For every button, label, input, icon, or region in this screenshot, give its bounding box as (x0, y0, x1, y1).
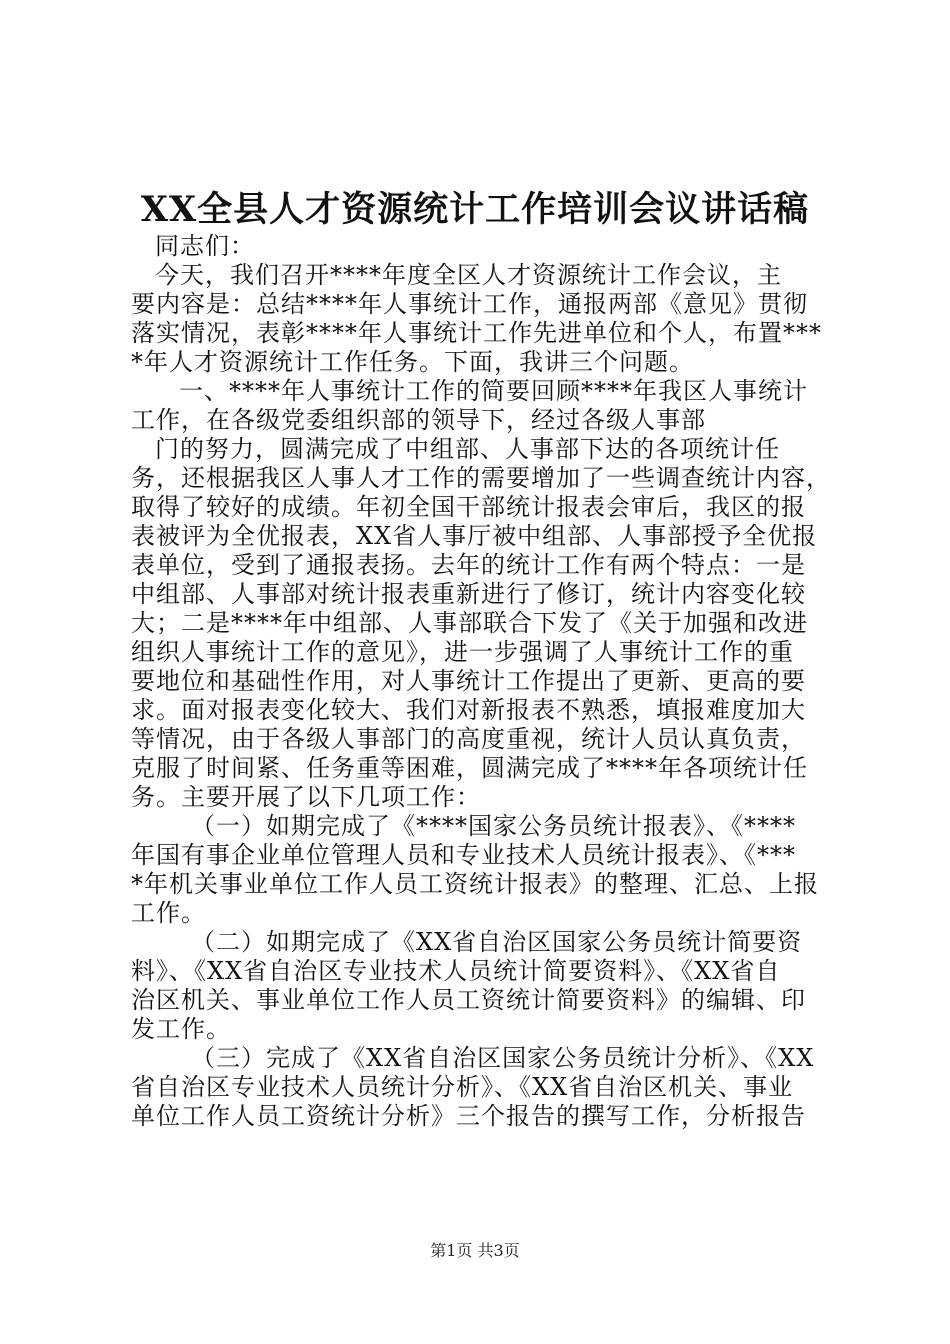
body-line: 单位工作人员工资统计分析》三个报告的撰写工作，分析报告 (131, 1102, 806, 1130)
body-line: 表被评为全优报表，XX省人事厅被中组部、人事部授予全优报 (131, 522, 818, 550)
body-line: 工作，在各级党委组织部的领导下，经过各级人事部 (131, 406, 706, 434)
body-line: 组织人事统计工作的意见》，进一步强调了人事统计工作的重 (131, 638, 794, 666)
body-line: 克服了时间紧、任务重等困难，圆满完成了****年各项统计任 (131, 754, 808, 782)
body-line: *年机关事业单位工作人员工资统计报表》的整理、汇总、上报 (131, 870, 819, 898)
body-line: 务。主要开展了以下几项工作： (131, 783, 481, 811)
body-line: 今天，我们召开****年度全区人才资源统计工作会议，主 (155, 261, 782, 289)
body-line: 料》、《XX省自治区专业技术人员统计简要资料》、《XX省自 (131, 957, 781, 985)
body-line: 中组部、人事部对统计报表重新进行了修订，统计内容变化较 (131, 580, 806, 608)
body-line: 发工作。 (131, 1015, 231, 1043)
body-line: 求。面对报表变化较大、我们对新报表不熟悉，填报难度加大 (131, 696, 806, 724)
section-heading-line: 一、****年人事统计工作的简要回顾****年我区人事统计 (179, 377, 808, 405)
document-body (131, 232, 831, 1131)
body-line: 年国有事企业单位管理人员和专业技术人员统计报表》、《*** (131, 841, 796, 869)
document-title: XX全县人才资源统计工作培训会议讲话稿 (140, 189, 810, 230)
body-line: 门的努力，圆满完成了中组部、人事部下达的各项统计任 (155, 435, 780, 463)
body-line: 等情况，由于各级人事部门的高度重视，统计人员认真负责， (131, 725, 806, 753)
list-item-line: （三）完成了《XX省自治区国家公务员统计分析》、《XX (191, 1044, 815, 1072)
list-item-line: （二）如期完成了《XX省自治区国家公务员统计简要资 (191, 928, 803, 956)
body-line: 取得了较好的成绩。年初全国干部统计报表会审后，我区的报 (131, 493, 806, 521)
body-line: 工作。 (131, 899, 206, 927)
body-line: 省自治区专业技术人员统计分析》、《XX省自治区机关、事业 (131, 1073, 794, 1101)
body-line: 治区机关、事业单位工作人员工资统计简要资料》的编辑、印 (131, 986, 806, 1014)
body-line: 大；二是****年中组部、人事部联合下发了《关于加强和改进 (131, 609, 808, 637)
body-line: 要地位和基础性作用，对人事统计工作提出了更新、更高的要 (131, 667, 806, 695)
body-line: 要内容是：总结****年人事统计工作，通报两部《意见》贯彻 (131, 290, 808, 318)
salutation-line: 同志们： (155, 232, 255, 260)
body-line: *年人才资源统计工作任务。下面，我讲三个问题。 (131, 348, 694, 376)
body-line: 落实情况，表彰****年人事统计工作先进单位和个人，布置*** (131, 319, 822, 347)
page-number-footer: 第1页 共3页 (430, 1241, 520, 1260)
body-line: 务，还根据我区人事人才工作的需要增加了一些调查统计内容， (131, 464, 831, 492)
list-item-line: （一）如期完成了《****国家公务员统计报表》、《**** (191, 812, 796, 840)
body-line: 表单位，受到了通报表扬。去年的统计工作有两个特点：一是 (131, 551, 806, 579)
